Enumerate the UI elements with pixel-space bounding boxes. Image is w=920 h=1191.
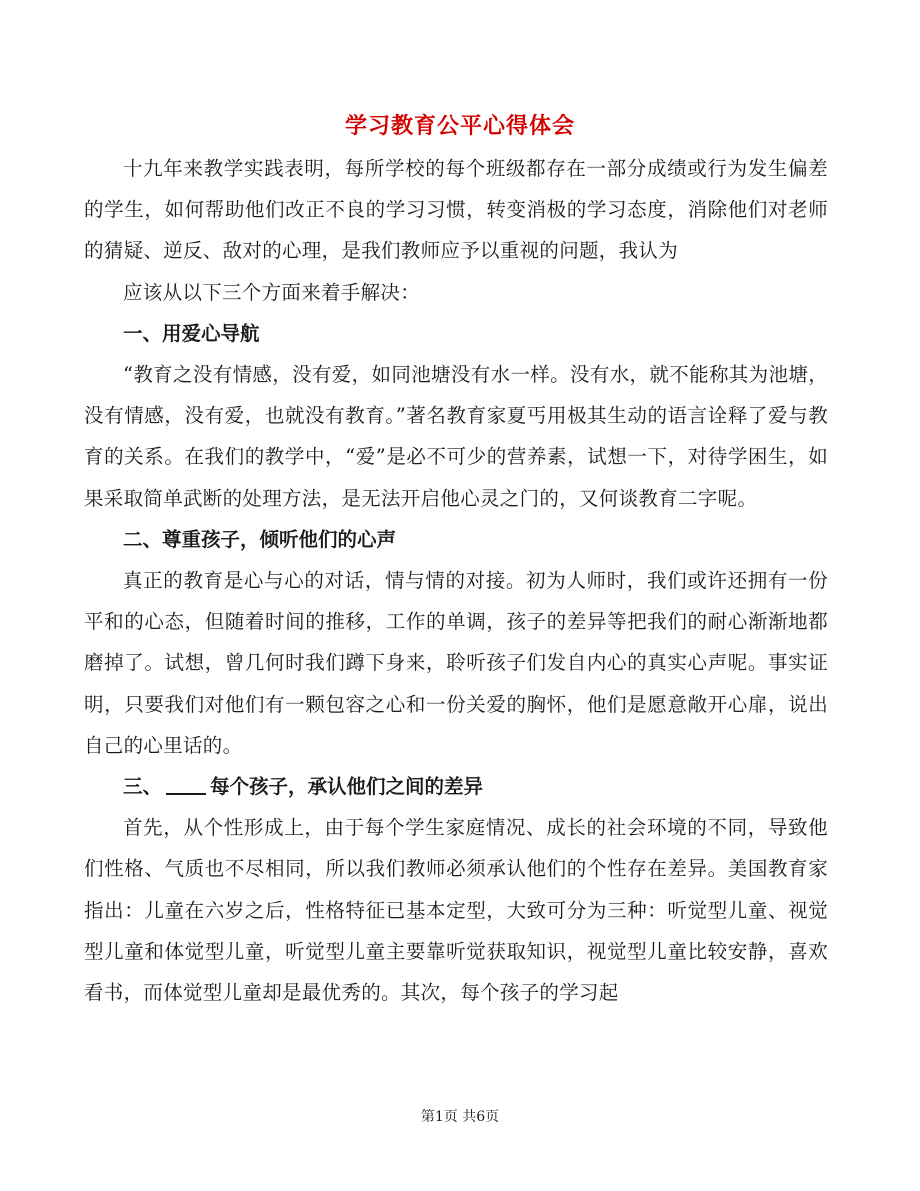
section-2-heading: 二、尊重孩子，倾听他们的心声 <box>123 527 397 551</box>
intro-paragraph: 十九年来教学实践表明，每所学校的每个班级都存在一部分成绩或行为发生偏差的学生，如何帮助他们改正不良的学习习惯，转变消极的学习态度，消除他们对老师的猜疑、逆反、敌对的心理，是我们教师应予以重视的问题，我认为 <box>84 157 828 263</box>
section-3-heading-prefix: 三、 <box>123 775 163 799</box>
section-1-heading: 一、用爱心导航 <box>123 321 260 345</box>
page-number: 第1页 共6页 <box>420 1109 500 1125</box>
section-3-heading-suffix: 每个孩子，承认他们之间的差异 <box>210 775 484 799</box>
fill-in-blank <box>166 775 206 795</box>
document-title: 学习教育公平心得体会 <box>344 113 575 139</box>
document-body <box>84 148 828 1013</box>
section-3-heading <box>84 766 828 807</box>
intro-paragraph-continued: 应该从以下三个方面来着手解决： <box>123 280 421 304</box>
section-1-paragraph: “教育之没有情感，没有爱，如同池塘没有水一样。没有水，就不能称其为池塘，没有情感，没有爱，也就没有教育。”著名教育家夏丐用极其生动的语言诠释了爱与教育的关系。在我们的教学中，“爱”是必不可少的营养素，试想一下，对待学困生，如果采取简单武断的处理方法，是无法开启他心灵之门的，又何谈教育二字呢。 <box>84 363 828 510</box>
section-2-paragraph: 真正的教育是心与心的对话，情与情的对接。初为人师时，我们或许还拥有一份平和的心态，但随着时间的推移，工作的单调，孩子的差异等把我们的耐心渐渐地都磨掉了。试想，曾几何时我们蹲下身来，聆听孩子们发自内心的真实心声呢。事实证明，只要我们对他们有一颗包容之心和一份关爱的胸怀，他们是愿意敞开心扉，说出自己的心里话的。 <box>84 569 828 757</box>
section-3-paragraph: 首先，从个性形成上，由于每个学生家庭情况、成长的社会环境的不同，导致他们性格、气质也不尽相同，所以我们教师必须承认他们的个性存在差异。美国教育家指出：儿童在六岁之后，性格特征已基本定型，大致可分为三种：听觉型儿童、视觉型儿童和体觉型儿童，听觉型儿童主要靠听觉获取知识，视觉型儿童比较安静，喜欢看书，而体觉型儿童却是最优秀的。其次，每个孩子的学习起 <box>84 816 828 1005</box>
